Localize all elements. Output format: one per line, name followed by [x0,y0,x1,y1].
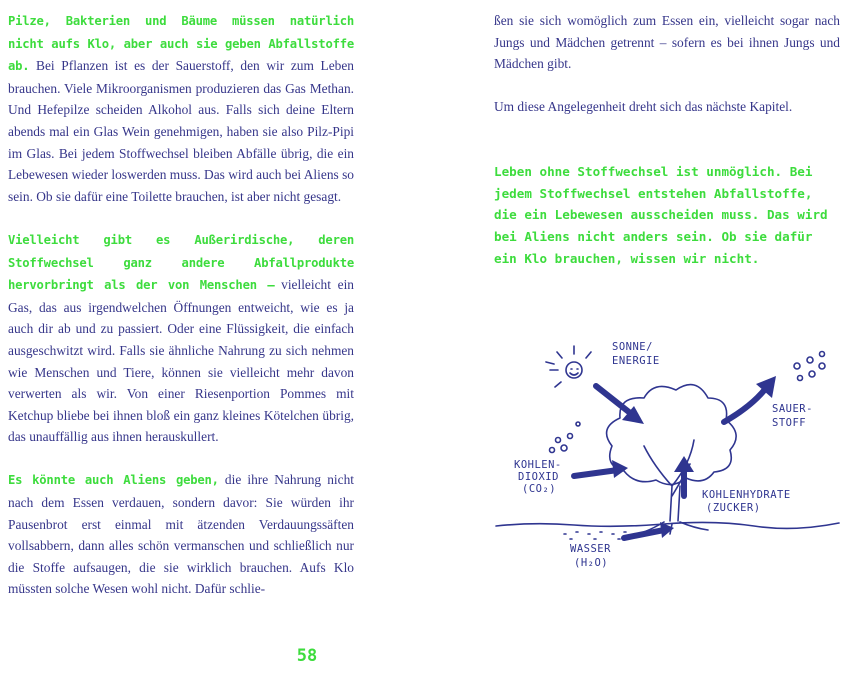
page-number: 58 [296,646,318,666]
photosynthesis-illustration [494,336,844,576]
oxygen-arrow [724,388,766,422]
co2-arrow [574,470,618,476]
highlight-lead-3: Es könnte auch Aliens geben, [8,473,219,488]
co2-label-3: (CO₂) [522,483,557,495]
oxygen-label-1: SAUER- [772,403,813,415]
right-paragraph-2: Um diese Angelegenheit dreht sich das nächste Kapitel. [494,99,793,115]
paragraph-3 [8,469,354,600]
highlight-lead-1: Pilze, Bakterien und Bäume müssen natürlich nicht aufs Klo, aber auch sie geben Abfallstoffe ab. [8,14,354,74]
water-label-1: WASSER [570,543,611,555]
water-dots [564,532,626,539]
water-arrow [624,530,664,538]
sun-arrow [596,386,634,416]
paragraph-2-body: vielleicht ein Gas, das aus irgendwelchen Öffnungen entweicht, wie es ja auch dir ab und zu passiert. Oder eine Flüssigkeit, die einfach ausgeschwitzt wird. Falls sie ähnliche Nahrung zu sich nehmen wie Menschen und Tiere, können sie vielleicht mehr davon verwerten als wir. Von einer Riesenportion Pommes mit Ketchup bliebe bei ihnen bloß ein ganz kleines Kötelchen übrig, das unauffällig aus ihnen herauskullert. [8,277,354,445]
oxygen-label-2: STOFF [772,417,807,429]
paragraph-1-body: Bei Pflanzen ist es der Sauerstoff, den wir zum Leben brauchen. Viele Mikroorganismen produzieren das Gas Methan. Und Hefepilze scheiden Alkohol aus. Falls sich deine Eltern abends mal ein Glas Wein genehmigen, haben sie also Pilz-Pipi im Glas. Bei jedem Stoffwechsel bleiben Abfälle übrig, die ein Lebewesen wieder loswerden muss. Das wird auch bei Aliens so sein. Ob sie dafür eine Toilette brauchen, ist aber nicht gesagt. [8,58,354,204]
summary-highlight: Leben ohne Stoffwechsel ist unmöglich. Bei jedem Stoffwechsel entstehen Abfallstoffe, die ein Lebewesen ausscheiden muss. Das wird bei Aliens nicht anders sein. Ob sie dafür ein Klo brauchen, wissen wir nicht. [494,164,828,266]
sun-label-2: ENERGIE [612,355,660,367]
left-page [8,10,354,600]
tree-crown [607,385,737,485]
paragraph-3-body: die ihre Nahrung nicht nach dem Essen verdauen, sondern davor: Sie würden ihr Pausenbrot erst einmal mit ätzenden Verdauungssäften vollsabbern, dann alles schön vermanschen und schließlich nur die Stoffe aufsaugen, die sie wirklich brauchen. Aufs Klo müssten solche Wesen wohl nicht. Dafür schlie- [8,472,354,597]
co2-label-2: DIOXID [518,471,559,483]
carbohydrate-label-2: (ZUCKER) [706,502,761,514]
co2-bubble-icon [556,438,561,443]
bubble-icon [794,363,800,369]
co2-label-1: KOHLEN- [514,459,562,471]
sun-label-1: SONNE/ [612,341,653,353]
paragraph-2 [8,229,354,448]
right-page [494,10,840,269]
water-label-2: (H₂O) [574,557,609,569]
paragraph-1 [8,10,354,207]
highlight-lead-2: Vielleicht gibt es Außerirdische, deren Stoffwechsel ganz andere Abfallprodukte hervorbringt als der von Menschen – [8,232,354,293]
carbohydrate-label-1: KOHLENHYDRATE [702,489,791,501]
right-paragraph-1: ßen sie sich womöglich zum Essen ein, vielleicht sogar nach Jungs und Mädchen getrennt – sofern es bei ihnen Jungs und Mädchen gibt. [494,13,840,72]
